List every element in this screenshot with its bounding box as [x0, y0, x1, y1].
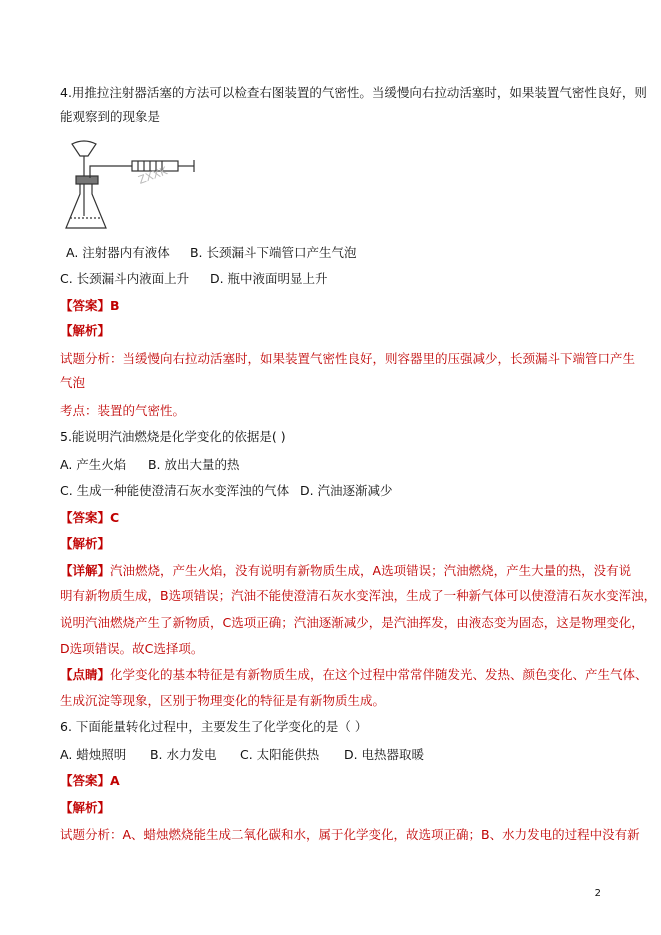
q5-analysis-tag: 【解析】: [60, 536, 111, 551]
q5-detail-line2: 明有新物质生成，B选项错误；汽油不能使澄清石灰水变浑浊，生成了一种新气体可以使澄清石灰水变浑浊，: [60, 588, 657, 603]
q6-option-b: B. 水力发电: [149, 747, 217, 762]
q6-option-d: D. 电热器取暖: [343, 747, 425, 762]
q6-options-row: [60, 746, 424, 764]
q6-analysis-line1: 试题分析：A、蜡烛燃烧能生成二氧化碳和水，属于化学变化，故选项正确；B、水力发电的过程中没有新: [60, 827, 640, 842]
q4-analysis-line1: 试题分析：当缓慢向右拉动活塞时，如果装置气密性良好，则容器里的压强减少，长颈漏斗下端管口产生: [60, 351, 636, 366]
apparatus-figure: [62, 136, 202, 236]
q4-keypoint: 考点：装置的气密性。: [60, 403, 186, 418]
q5-option-b: B. 放出大量的热: [147, 457, 240, 472]
q5-detail-tag: 【详解】: [60, 563, 111, 578]
q6-analysis-tag: 【解析】: [60, 800, 111, 815]
q5-comment-line1: [60, 666, 648, 684]
q4-option-d: D. 瓶中液面明显上升: [209, 271, 328, 286]
q4-option-a: A. 注射器内有液体: [66, 245, 170, 260]
q4-stem-line2: 能观察到的现象是: [60, 109, 161, 124]
q5-options-row1: [60, 456, 240, 474]
q4-option-c: C. 长颈漏斗内液面上升: [60, 271, 190, 286]
q4-options-row1: [66, 244, 357, 262]
q5-option-c: C. 生成一种能使澄清石灰水变浑浊的气体: [60, 483, 290, 498]
q5-comment-text1: 化学变化的基本特征是有新物质生成，在这个过程中常常伴随发光、发热、颜色变化、产生气体、: [110, 667, 648, 682]
q4-stem-line1: 4.用推拉注射器活塞的方法可以检查右图装置的气密性。当缓慢向右拉动活塞时，如果装置气密性良好，则: [60, 85, 647, 100]
syringe-flask-diagram: [62, 136, 202, 236]
q4-analysis-line2: 气泡: [60, 375, 86, 390]
watermark-text: ZXXK: [136, 164, 170, 187]
q6-option-a: A. 蜡烛照明: [60, 747, 127, 762]
q6-stem: 6. 下面能量转化过程中，主要发生了化学变化的是（ ）: [60, 719, 368, 734]
q5-stem: 5.能说明汽油燃烧是化学变化的依据是( ): [60, 429, 286, 444]
q5-detail-line3: 说明汽油燃烧产生了新物质，C选项正确；汽油逐渐减少，是汽油挥发，由液态变为固态，这是物理变化，: [60, 615, 644, 630]
q5-options-row2: [60, 482, 393, 500]
q5-comment-tag: 【点睛】: [60, 667, 111, 682]
q4-options-row2: [60, 270, 328, 288]
q4-analysis-tag: 【解析】: [60, 323, 111, 338]
q5-comment-line2: 生成沉淀等现象，区别于物理变化的特征是有新物质生成。: [60, 693, 386, 708]
q6-option-c: C. 太阳能供热: [239, 747, 320, 762]
q4-option-b: B. 长颈漏斗下端管口产生气泡: [189, 245, 357, 260]
q5-detail-text1: 汽油燃烧，产生火焰，没有说明有新物质生成，A选项错误；汽油燃烧，产生大量的热，没有说: [110, 563, 632, 578]
q6-answer: 【答案】A: [60, 773, 120, 788]
q5-detail-line4: D选项错误。故C选择项。: [60, 641, 204, 656]
q5-answer: 【答案】C: [60, 510, 120, 525]
q5-detail-line1: [60, 562, 631, 580]
page-number: 2: [594, 888, 601, 899]
q4-answer: 【答案】B: [60, 298, 120, 313]
q5-option-d: D. 汽油逐渐减少: [299, 483, 393, 498]
q5-option-a: A. 产生火焰: [60, 457, 127, 472]
